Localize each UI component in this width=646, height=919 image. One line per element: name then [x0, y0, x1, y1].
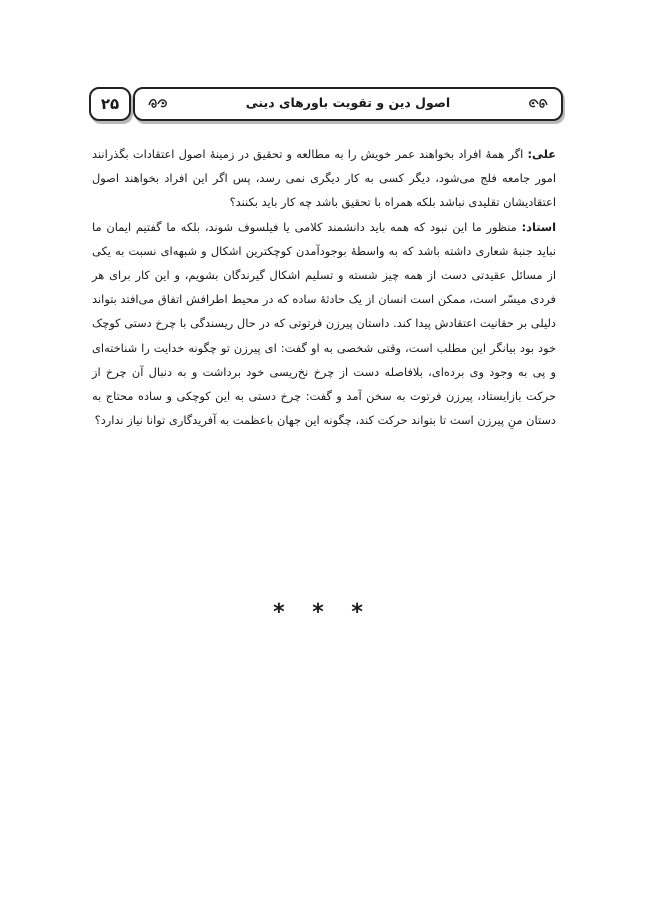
paragraph-text: اگر همهٔ افراد بخواهند عمر خویش را به مطالعه و تحقیق در زمینهٔ اصول اعتقادات بگذرانند امور جامعه فلج می‌شود، دیگر کسی به کار دیگری نمی رسد، پس اگر این افراد بخواهند اصول اعتقادیشان تقلیدی نباشد بلکه همراه با تحقیق باشد چه کار باید بکنند؟ [92, 147, 556, 210]
paragraph-ali [92, 142, 556, 215]
page-number-box [89, 87, 131, 121]
page-number: ۲۵ [100, 95, 120, 113]
speaker-label: استاد: [521, 219, 556, 234]
paragraph-text: منظور ما این نبود که همه باید دانشمند کلامی یا فیلسوف شوند، بلکه ما گفتیم ایمان ما نباید جنبهٔ شعاری داشته باشد که به واسطهٔ بوجودآمدن کوچکترین اشکال و شبهه‌ای نسبت به یکی از مسائل عقیدتی دست از همه چیز شسته و تسلیم اشکال گیرندگان بشویم، و این کار برای هر فردی میسّر است، ممکن است انسان از یک حادثهٔ ساده که در محیط اطرافش اتفاق می‌افتد بتواند دلیلی بر حقانیت اعتقادش پیدا کند. داستان پیرزن فرتوتی که در حال ریسندگی با چرخ دستی کوچک خود بود بیانگر این مطلب است، وقتی شخصی به او گفت: ای پیرزن تو چگونه خدایت را شناخته‌ای و پی به وجود وی برده‌ای، بلافاصله دست از چرخ نخ‌ریسی خود برداشت و به دنبال آن چرخ از حرکت بازایستاد، پیرزن فرتوت به سخن آمد و گفت: چرخ دستی به این کوچکی و ساده محتاج به دستان منِ پیرزن است تا بتواند حرکت کند، چگونه این جهان باعظمت به آفریدگاری توانا نیاز ندارد؟ [92, 219, 556, 428]
arabesque-ornament-icon [527, 96, 549, 112]
running-header [89, 87, 561, 119]
paragraph-ostad [92, 215, 556, 433]
section-separator: * * * [273, 600, 373, 625]
header-title-box [133, 87, 563, 121]
body-text [92, 142, 556, 432]
speaker-label: علی: [527, 147, 556, 161]
header-title: اصول دین و تقویت باورهای دینی [245, 95, 451, 110]
